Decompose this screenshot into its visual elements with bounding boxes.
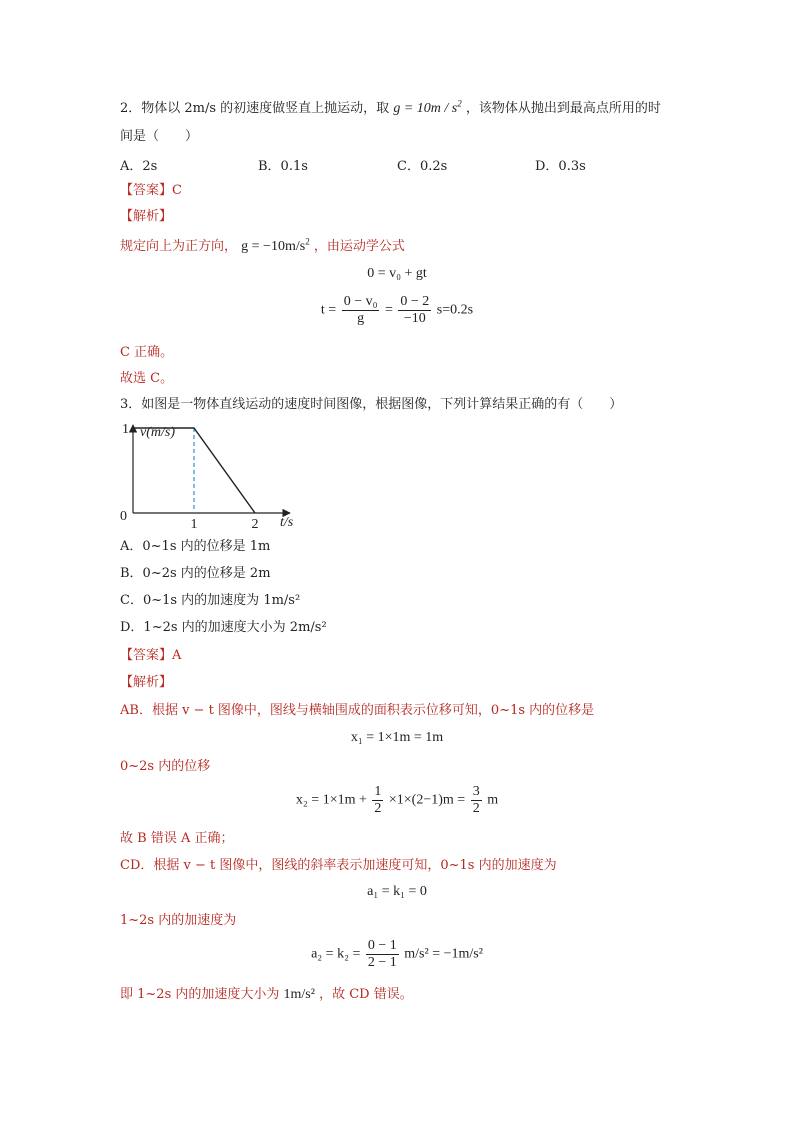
q3-eq-a2-den: 2 − 1	[367, 955, 397, 970]
q2-eq2-rhs: s=0.2s	[436, 302, 474, 318]
q3-eq-a2-part-b: m/s² = −1m/s²	[404, 946, 483, 962]
q3-eq-x2-result	[471, 784, 482, 817]
q3-analysis-title: 【解析】	[120, 675, 173, 690]
q3-option-a: A．0~1s 内的位移是 1m	[120, 539, 271, 554]
q2-eq2-f1-num: 0 − v₀	[343, 294, 378, 309]
x-axis-label: t/s	[280, 515, 294, 530]
q2-option-c: C．0.2s	[397, 159, 448, 174]
q3-eq-x2-res-num: 3	[472, 784, 480, 799]
q3-option-c: C．0~1s 内的加速度为 1m/s²	[120, 593, 301, 608]
q3-eq-x2-part-c: m	[487, 792, 499, 808]
q3-eq-a2-num: 0 − 1	[367, 938, 397, 953]
q2-analysis-title: 【解析】	[120, 209, 173, 224]
q2-analysis-text-a: 规定向上为正方向，	[120, 239, 238, 254]
q2-eq2-fraction-1	[342, 294, 380, 327]
q3-analysis-ab: AB．根据 v − t 图像中，图线与横轴围成的面积表示位移可知，0~1s 内的位移是	[120, 703, 595, 718]
q3-equation-a2	[0, 938, 794, 971]
q3-eq-x2-half-den: 2	[374, 801, 382, 816]
q3-x2-label: 0~2s 内的位移	[120, 759, 211, 774]
q2-eq2-lhs: t =	[320, 302, 337, 318]
q2-stem-line1	[120, 100, 661, 118]
q2-option-d: D．0.3s	[535, 159, 586, 174]
q3-eq-x2-res-den: 2	[472, 801, 480, 816]
q2-eq2-f2-num: 0 − 2	[400, 294, 430, 309]
q3-final-m: 1m/s²	[283, 987, 315, 1002]
q3-option-d: D．1~2s 内的加速度大小为 2m/s²	[120, 620, 327, 635]
q3-final	[120, 986, 413, 1004]
q3-ab-conclusion: 故 B 错误 A 正确；	[120, 831, 234, 846]
q3-option-b: B．0~2s 内的位移是 2m	[120, 566, 271, 581]
q2-analysis-line1	[120, 238, 405, 256]
q2-stem-part1: 2．物体以 2m/s 的初速度做竖直上抛运动，取	[120, 101, 390, 116]
q2-analysis-g-text: g = −10m/s	[241, 239, 306, 254]
q3-eq-a2-part-a: a₂ = k₂ =	[311, 946, 361, 962]
q2-option-b: B．0.1s	[258, 159, 308, 174]
q2-analysis-text-b: ，由运动学公式	[313, 239, 405, 254]
q3-eq-x2-part-b: ×1×(2−1)m =	[388, 792, 466, 808]
q2-equation-1: 0 = v₀ + gt	[367, 266, 427, 281]
q3-eq-x2-part-a: x₂ = 1×1m +	[295, 792, 367, 808]
q2-answer: 【答案】C	[120, 183, 182, 198]
q2-eq2-f1-den: g	[357, 311, 365, 326]
q2-analysis-g: $g = -10m/s^2$	[241, 236, 310, 254]
q3-a2-label: 1~2s 内的加速度为	[120, 913, 237, 928]
q2-eq2-equals: =	[384, 302, 393, 318]
q3-final-a: 即 1~2s 内的加速度大小为	[120, 987, 280, 1002]
y-tick-label: 1	[122, 422, 129, 437]
q2-eq2-fraction-2	[398, 294, 431, 327]
x-tick-label-2: 2	[251, 517, 259, 532]
q2-conclusion-2: 故选 C。	[120, 371, 174, 386]
q2-stem-line2: 间是（ ）	[120, 129, 199, 144]
q3-eq-x2-half-num: 1	[374, 784, 382, 799]
q3-final-b: ，故 CD 错误。	[319, 987, 413, 1002]
q2-stem-g: $g = 10m / s^2$	[393, 98, 462, 116]
q2-stem-part2: ，该物体从抛出到最高点所用的时	[465, 101, 661, 116]
x-tick-label-1: 1	[190, 517, 198, 532]
q3-equation-a1: a₁ = k₁ = 0	[367, 884, 427, 899]
q2-equation-2	[0, 294, 794, 327]
q2-stem-g-text: g = 10m / s	[393, 101, 458, 116]
q3-answer: 【答案】A	[120, 648, 182, 663]
q3-equation-x1: x₁ = 1×1m = 1m	[350, 730, 444, 745]
q3-equation-x2	[0, 784, 794, 817]
q3-analysis-cd: CD．根据 v − t 图像中，图线的斜率表示加速度可知，0~1s 内的加速度为	[120, 858, 557, 873]
y-axis-label: v(m/s)	[140, 425, 175, 440]
q2-eq2-f2-den: −10	[403, 311, 426, 326]
q3-stem: 3．如图是一物体直线运动的速度时间图像，根据图像，下列计算结果正确的有（ ）	[120, 397, 623, 412]
q3-eq-x2-half	[372, 784, 383, 817]
vt-graph	[112, 420, 312, 530]
origin-label: 0	[120, 509, 127, 524]
q2-option-a: A．2s	[120, 159, 158, 174]
q2-conclusion-1: C 正确。	[120, 345, 174, 360]
q3-eq-a2-fraction	[366, 938, 399, 971]
